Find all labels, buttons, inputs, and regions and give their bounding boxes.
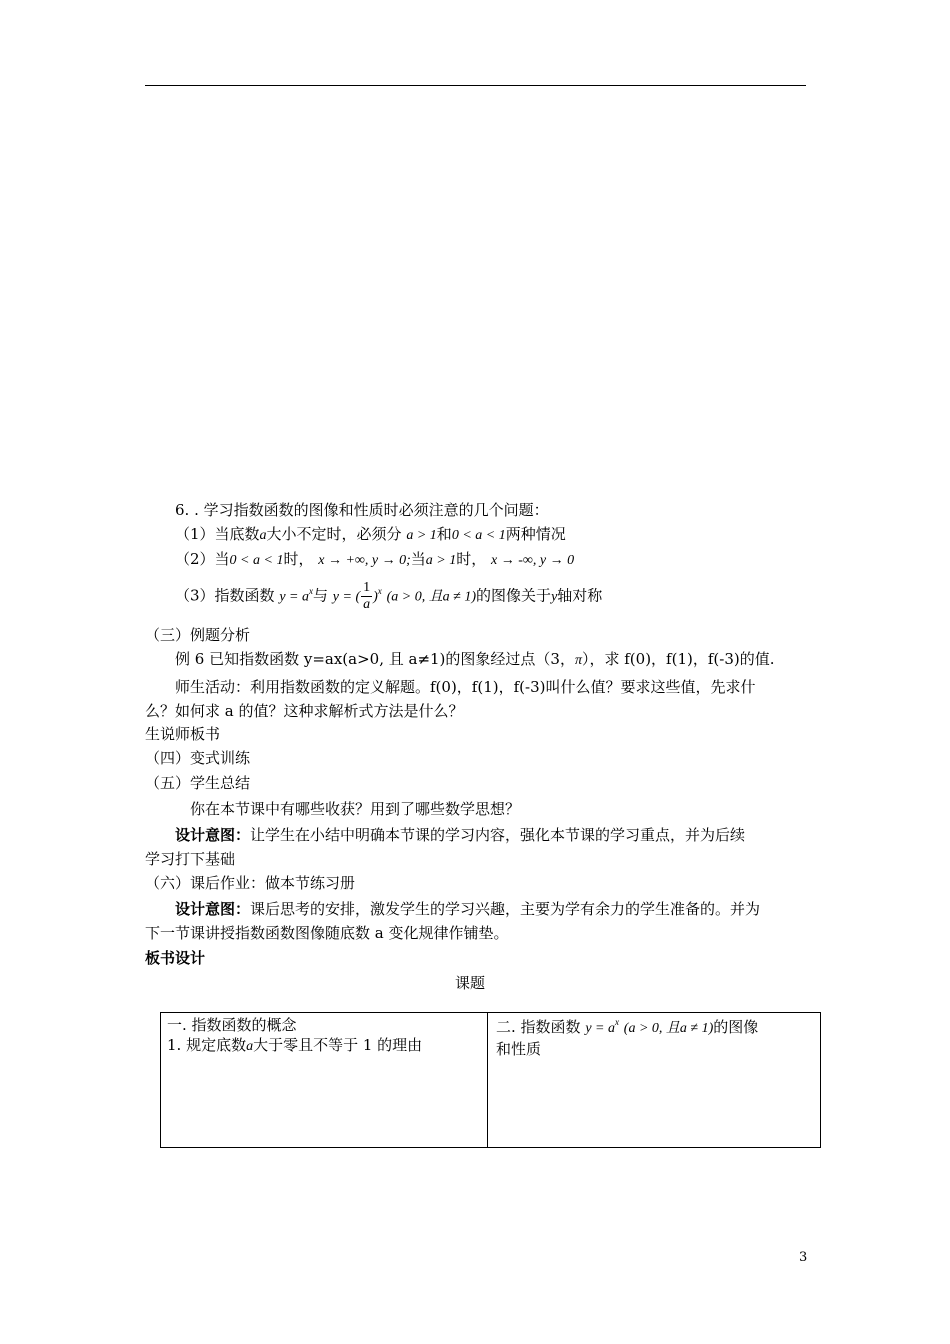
activity-line1: 师生活动：利用指数函数的定义解题。f(0)，f(1)，f(-3)叫什么值？要求这些值，先求什: [175, 678, 756, 696]
homework-heading: （六）课后作业：做本节练习册: [145, 874, 356, 892]
section5-heading: （五）学生总结: [145, 774, 251, 792]
section3-heading: （三）例题分析: [145, 626, 251, 644]
intent-2-line2: 下一节课讲授指数函数图像随底数 a 变化规律作铺垫。: [145, 924, 509, 942]
board-design-heading: 板书设计: [145, 949, 206, 967]
section6-item3: （3）指数函数 $y = a^x$与 y = ( $\frac{1}{a}$ )$^x$ (a > 0, 且a ≠ 1)的图像关于y轴对称: [175, 580, 603, 612]
board-right-title: 二. 指数函数 $y = a^x$ (a > 0, 且a ≠ 1)的图像: [496, 1017, 759, 1036]
intent-1-line2: 学习打下基础: [145, 850, 236, 868]
section6-item2: （2）当0 < a < 1时， x → +∞, y → 0;当a > 1时， x → -∞, y → 0: [175, 550, 575, 568]
header-rule: [145, 85, 806, 86]
intent-2-line1: 设计意图：课后思考的安排，激发学生的学习兴趣，主要为学有余力的学生准备的。并为: [175, 900, 761, 918]
board-design-table: [160, 1012, 821, 1148]
section6-item1: （1）当底数a大小不定时，必须分 a > 1和0 < a < 1两种情况: [175, 525, 566, 543]
summary-question: 你在本节课中有哪些收获？用到了哪些数学思想？: [190, 800, 521, 818]
board-right-line2: 和性质: [496, 1040, 542, 1058]
example-6: 例 6 已知指数函数 y=ax(a>0, 且 a≠1)的图象经过点（3，π），求 f(0)，f(1)，f(-3)的值.: [175, 650, 775, 668]
section6-title: 6. . 学习指数函数的图像和性质时必须注意的几个问题：: [175, 501, 549, 519]
section4-heading: （四）变式训练: [145, 749, 251, 767]
page-number: 3: [799, 1250, 808, 1265]
board-left-title: 一. 指数函数的概念: [167, 1016, 297, 1034]
intent-1-line1: 设计意图：让学生在小结中明确本节课的学习内容，强化本节课的学习重点，并为后续: [175, 826, 746, 844]
board-left-item: 1. 规定底数a大于零且不等于 1 的理由: [167, 1036, 423, 1054]
board-left-cell: [161, 1013, 488, 1147]
board-right-cell: [488, 1013, 820, 1147]
board-topic: 课题: [455, 974, 486, 992]
activity-line2: 么？如何求 a 的值？这种求解析式方法是什么？: [145, 702, 464, 720]
board-note: 生说师板书: [145, 725, 221, 743]
